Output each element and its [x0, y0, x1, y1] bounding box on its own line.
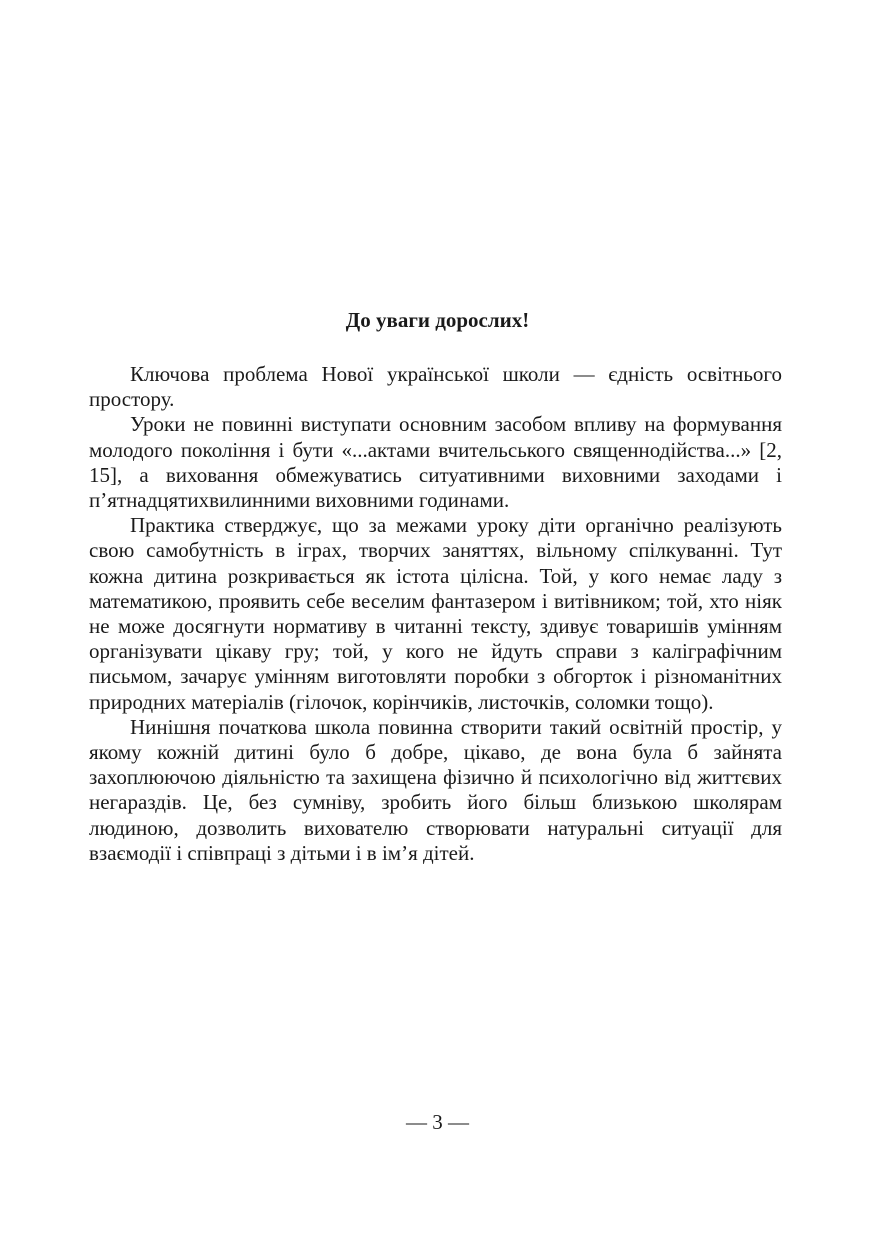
paragraph-4: Нинішня початкова школа повинна створити такий освітній простір, у якому кожній дитині було б добре, цікаво, де вона була б зайнята захоплюючою діяльністю та захищена фізично й психологічно від життєвих негараздів. Це, без сумніву, зробить його більш близькою школярам людиною, дозволить вихователю створювати натуральні ситуації для взаємодії і співпраці з дітьми і в ім’я дітей. — [89, 714, 782, 865]
paragraph-1: Ключова проблема Нової української школи — єдність освітнього простору. — [89, 362, 782, 412]
document-body — [89, 362, 782, 866]
document-title: До уваги дорослих! — [345, 308, 530, 332]
paragraph-2: Уроки не повинні виступати основним засобом впливу на формування молодого покоління і бути «...актами вчительського священнодійства...» [2, 15], а виховання обмежуватись ситуативними виховними заходами і п’ятнадцятихвилинними виховними годинами. — [89, 412, 782, 513]
page-number: — 3 — — [406, 1110, 469, 1134]
paragraph-3: Практика стверджує, що за межами уроку діти органічно реалізують свою самобутність в іграх, творчих заняттях, вільному спілкуванні. Тут кожна дитина розкривається як істота цілісна. Той, у кого немає ладу з математикою, проявить себе веселим фантазером і витівником; той, хто ніяк не може досягнути нормативу в читанні тексту, здивує товаришів умінням організувати цікаву гру; той, у кого не йдуть справи з каліграфічним письмом, зачарує умінням виготовляти поробки з обгорток і різноманітних природних матеріалів (гілочок, корінчиків, листочків, соломки тощо). — [89, 513, 782, 714]
